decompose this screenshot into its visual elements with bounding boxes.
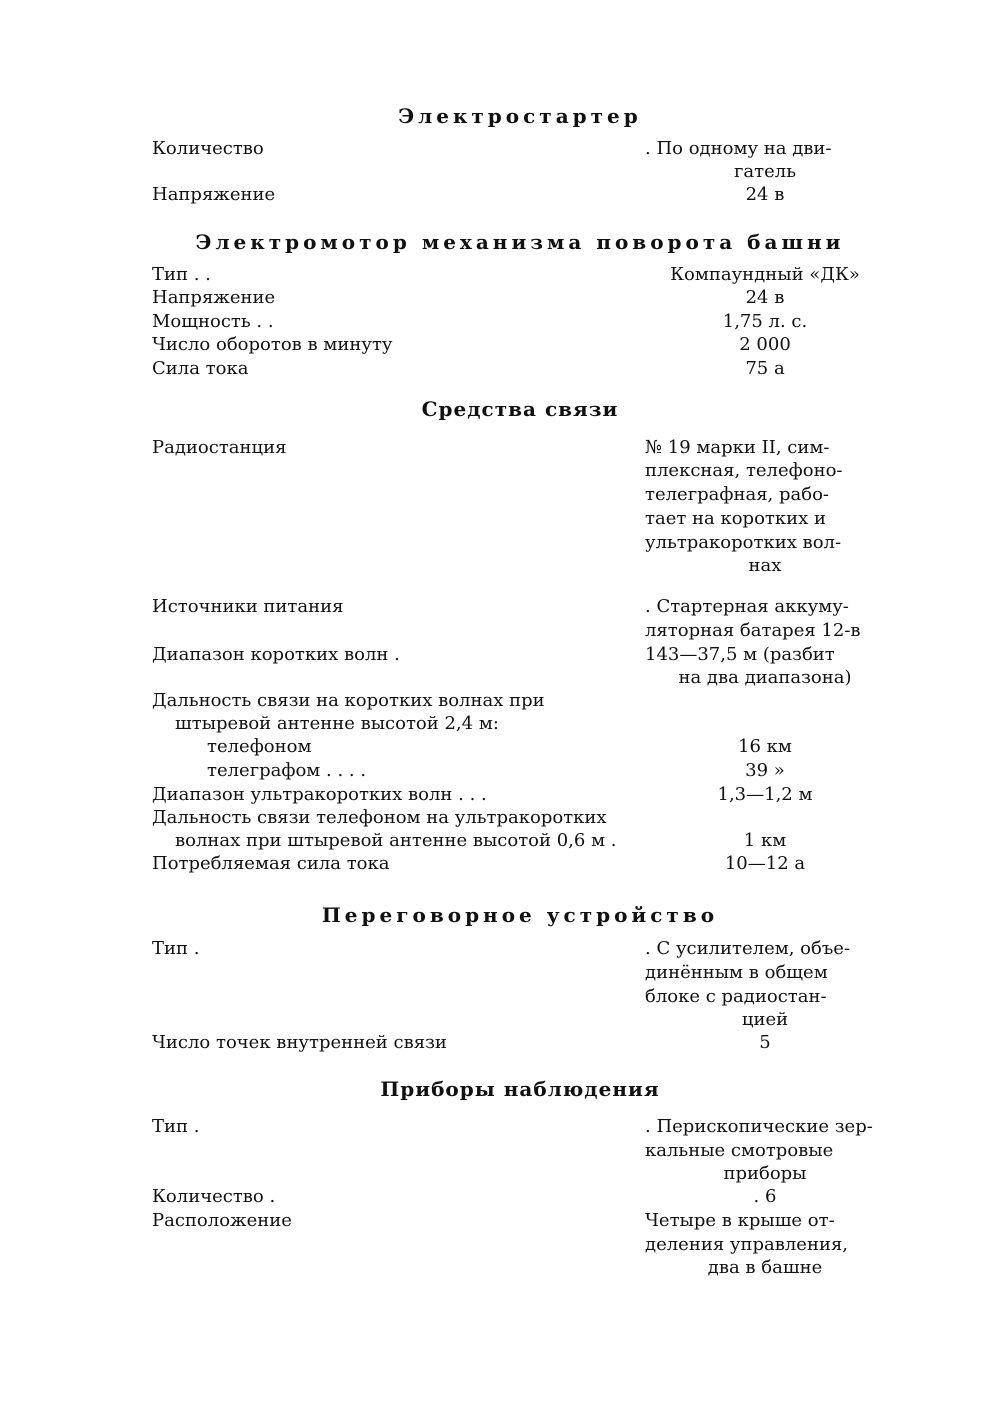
label-current-draw: Потребляемая сила тока xyxy=(152,853,390,874)
value-quantity-line2: гатель xyxy=(733,161,796,182)
section-title-electrostarter: Электростартер xyxy=(398,104,642,128)
section-title-turret-motor: Электромотор механизма поворота башни xyxy=(195,230,845,254)
label-ultrashortwave-range: Диапазон ультракоротких волн . . . xyxy=(152,784,487,805)
value-by-telephone: 16 км xyxy=(738,736,792,757)
value-current-draw: 10—12 а xyxy=(724,853,806,874)
label-ultrashortwave-distance-line1: Дальность связи телефоном на ультракоротких xyxy=(152,807,607,828)
value-observation-type-line1: . Перископические зер- xyxy=(645,1116,873,1137)
label-observation-count: Количество . xyxy=(152,1186,276,1207)
value-observation-type-line2: кальные смотровые xyxy=(645,1140,834,1161)
value-intercom-type-line3: блоке с радиостан- xyxy=(645,986,827,1007)
value-motor-rpm: 2 000 xyxy=(739,334,791,355)
value-motor-power: 1,75 л. с. xyxy=(722,311,808,332)
value-radio-line2: плексная, телефоно- xyxy=(645,460,843,481)
label-quantity: Количество xyxy=(152,138,264,159)
value-power-source-line1: . Стартерная аккуму- xyxy=(645,596,849,617)
value-by-telegraph: 39 » xyxy=(745,760,785,781)
value-radio-line6: нах xyxy=(748,555,782,576)
label-by-telegraph: телеграфом . . . . xyxy=(207,760,367,781)
value-placement-line2: деления управления, xyxy=(645,1234,849,1255)
value-observation-count: . 6 xyxy=(753,1186,777,1207)
label-radio-station: Радиостанция xyxy=(152,437,287,458)
section-title-communications: Средства связи xyxy=(421,397,619,421)
value-shortwave-range-line2: на два диапазона) xyxy=(678,667,852,688)
value-ultrashortwave-distance: 1 км xyxy=(743,830,787,851)
value-motor-type: Компаундный «ДК» xyxy=(670,264,860,285)
section-title-intercom: Переговорное устройство xyxy=(321,903,719,927)
label-shortwave-range: Диапазон коротких волн . xyxy=(152,644,400,665)
value-intercom-type-line1: . С усилителем, объе- xyxy=(645,938,851,959)
value-radio-line4: тает на коротких и xyxy=(645,508,826,529)
value-placement-line1: Четыре в крыше от- xyxy=(645,1210,835,1231)
label-internal-points: Число точек внутренней связи xyxy=(152,1032,447,1053)
label-intercom-type: Тип . xyxy=(152,938,200,959)
value-intercom-type-line2: динённым в общем xyxy=(645,962,828,983)
value-radio-line3: телеграфная, рабо- xyxy=(645,484,830,505)
label-shortwave-distance-line1: Дальность связи на коротких волнах при xyxy=(152,690,545,711)
value-observation-type-line3: приборы xyxy=(723,1163,807,1184)
label-voltage: Напряжение xyxy=(152,184,276,205)
value-placement-line3: два в башне xyxy=(707,1257,823,1278)
section-title-observation: Приборы наблюдения xyxy=(380,1077,660,1101)
value-motor-voltage: 24 в xyxy=(745,287,785,308)
value-radio-line1: № 19 марки II, сим- xyxy=(645,437,830,458)
label-shortwave-distance-line2: штыревой антенне высотой 2,4 м: xyxy=(175,713,499,734)
value-quantity-line1: . По одному на дви- xyxy=(645,138,832,159)
value-motor-current: 75 а xyxy=(745,358,785,379)
label-motor-type: Тип . . xyxy=(152,264,211,285)
label-by-telephone: телефоном xyxy=(207,736,312,757)
value-power-source-line2: ляторная батарея 12-в xyxy=(645,620,861,641)
value-intercom-type-line4: цией xyxy=(741,1009,789,1030)
label-motor-current: Сила тока xyxy=(152,358,249,379)
label-ultrashortwave-distance-line2: волнах при штыревой антенне высотой 0,6 м . xyxy=(175,830,617,851)
value-internal-points: 5 xyxy=(759,1032,771,1053)
label-motor-voltage: Напряжение xyxy=(152,287,276,308)
value-radio-line5: ультракоротких вол- xyxy=(645,532,842,553)
label-observation-type: Тип . xyxy=(152,1116,200,1137)
label-placement: Расположение xyxy=(152,1210,292,1231)
label-power-source: Источники питания xyxy=(152,596,344,617)
value-voltage: 24 в xyxy=(745,184,785,205)
label-motor-power: Мощность . . xyxy=(152,311,274,332)
label-motor-rpm: Число оборотов в минуту xyxy=(152,334,393,355)
value-ultrashortwave-range: 1,3—1,2 м xyxy=(717,784,813,805)
value-shortwave-range-line1: 143—37,5 м (разбит xyxy=(645,644,835,665)
